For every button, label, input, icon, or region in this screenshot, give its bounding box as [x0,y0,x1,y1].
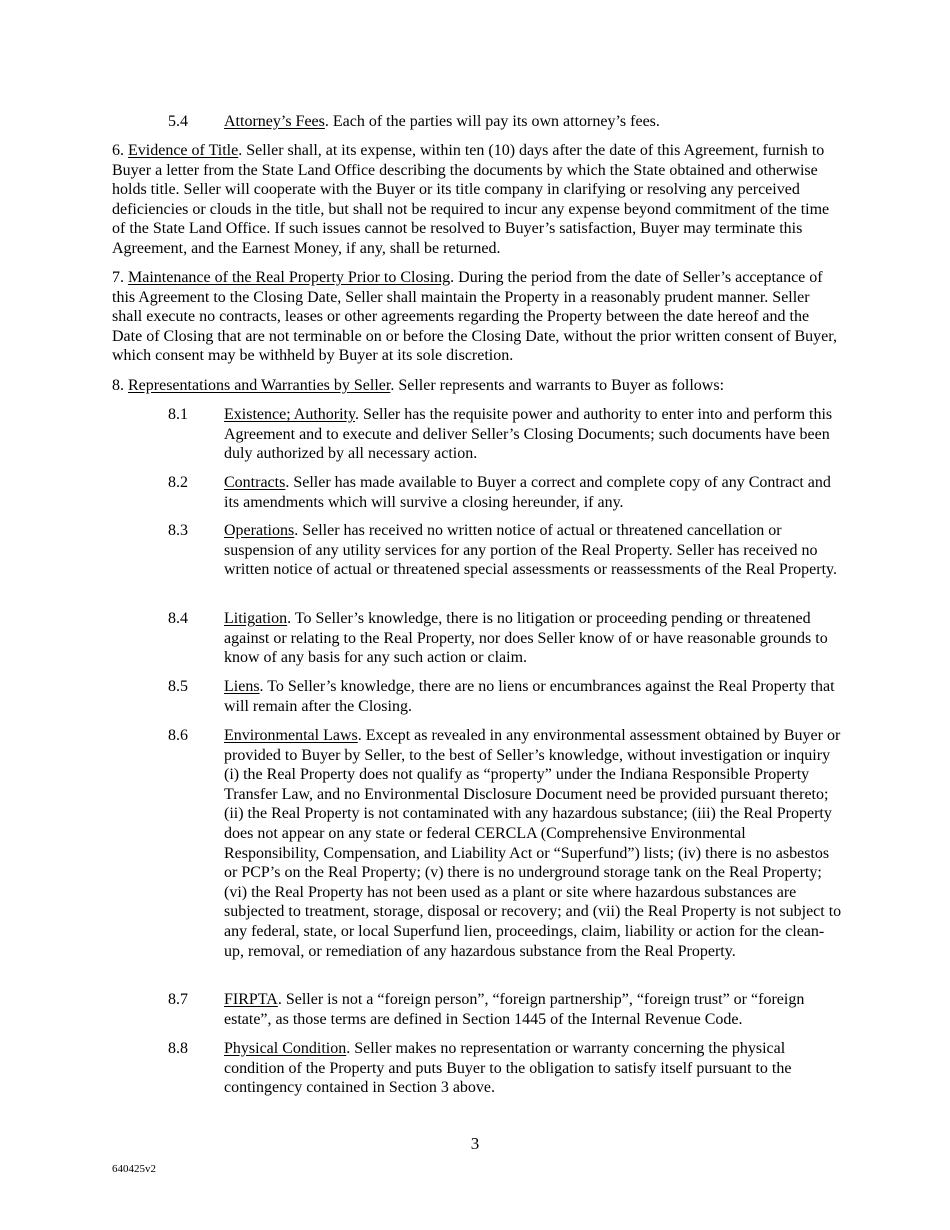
section-heading: Environmental Laws [224,727,358,744]
section-heading: Litigation [224,610,288,627]
section-heading: Liens [224,678,260,695]
section-text: . Seller has the requisite power and authority to enter into and perform this Agreement and to execute and deliver Seller’s Closing Documents; such documents have been duly authorized by all necessary action. [224,406,833,463]
section-text: . During the period from the date of Seller’s acceptance of this Agreement to the Closing Date, Seller shall maintain the Property in a reasonably prudent manner. Seller shall execute no contracts, leases or other agreements regarding the Property between the date hereof and the Date of Closing that are not terminable on or before the Closing Date, without the prior written consent of Buyer, which consent may be withheld by Buyer at its sole discretion. [112,269,837,365]
section-text: . Seller makes no representation or warranty concerning the physical condition of the Property and puts Buyer to the obligation to satisfy itself pursuant to the contingency contained in Section 3 above. [224,1040,792,1097]
section-number: 8.6 [168,727,188,744]
section-text: . Seller represents and warrants to Buyer as follows: [390,377,725,394]
section-8 [112,376,842,396]
section-number: 8.5 [168,678,188,695]
section-heading: Maintenance of the Real Property Prior to Closing [128,269,451,286]
section-8-5 [168,677,842,716]
section-number: 8.8 [168,1040,188,1057]
section-8-1 [168,405,842,464]
page-number: 3 [470,1134,480,1153]
section-heading: Evidence of Title [128,142,239,159]
section-text: . Seller has received no written notice of actual or threatened cancellation or suspension of any utility services for any portion of the Real Property. Seller has received no written notice of actual or threatened special assessments or reassessments of the Real Property. [224,522,837,579]
section-8-7 [168,990,842,1029]
section-heading: Existence; Authority [224,406,355,423]
section-heading: Operations [224,522,295,539]
section-6 [112,141,842,259]
section-text: . Each of the parties will pay its own attorney’s fees. [324,113,660,130]
section-heading: Contracts [224,474,286,491]
section-text: . To Seller’s knowledge, there are no liens or encumbrances against the Real Property that will remain after the Closing. [224,678,835,715]
section-number: 8.7 [168,991,188,1008]
section-heading: Representations and Warranties by Seller [128,377,391,394]
section-text: . Seller shall, at its expense, within ten (10) days after the date of this Agreement, furnish to Buyer a letter from the State Land Office describing the documents by which the State obtained and otherwise holds title. Seller will cooperate with the Buyer or its title company in clarifying or resolving any perceived deficiencies or clouds in the title, but shall not be required to incur any expense beyond commitment of the time of the State Land Office. If such issues cannot be resolved to Buyer’s satisfaction, Buyer may terminate this Agreement, and the Earnest Money, if any, shall be returned. [112,142,830,257]
section-number: 8. [112,377,124,394]
section-number: 6. [112,142,124,159]
section-number: 8.4 [168,610,188,627]
section-heading: Physical Condition [224,1040,347,1057]
section-text: . Seller has made available to Buyer a correct and complete copy of any Contract and its amendments which will survive a closing hereunder, if any. [224,474,831,511]
section-number: 7. [112,269,124,286]
section-text: . Except as revealed in any environmental assessment obtained by Buyer or provided to Buyer by Seller, to the best of Seller’s knowledge, without investigation or inquiry (i) the Real Property does not qualify as “property” under the Indiana Responsible Property Transfer Law, and no Environmental Disclosure Document need be provided pursuant thereto; (ii) the Real Property is not contaminated with any hazardous substance; (iii) the Real Property does not appear on any state or federal CERCLA (Comprehensive Environmental Responsibility, Compensation, and Liability Act or “Superfund”) lists; (iv) there is no asbestos or PCP’s on the Real Property; (v) there is no underground storage tank on the Real Property; (vi) the Real Property has not been used as a plant or site where hazardous substances are subjected to treatment, storage, disposal or recovery; and (vii) the Real Property is not subject to any federal, state, or local Superfund lien, proceedings, claim, liability or action for the clean-up, removal, or remediation of any hazardous substance from the Real Property. [224,727,842,960]
section-5-4 [168,112,842,132]
section-8-8 [168,1039,842,1098]
section-number: 8.1 [168,406,188,423]
section-number: 8.2 [168,474,188,491]
section-text: . To Seller’s knowledge, there is no litigation or proceeding pending or threatened against or relating to the Real Property, nor does Seller know of or have reasonable grounds to know of any basis for any such action or claim. [224,610,828,667]
section-text: . Seller is not a “foreign person”, “foreign partnership”, “foreign trust” or “foreign estate”, as those terms are defined in Section 1445 of the Internal Revenue Code. [224,991,805,1028]
section-8-2 [168,473,842,512]
section-7 [112,268,842,366]
section-number: 5.4 [168,113,188,130]
section-8-6 [168,726,842,961]
section-heading: Attorney’s Fees [224,113,325,130]
section-heading: FIRPTA [224,991,278,1008]
section-number: 8.3 [168,522,188,539]
section-8-3 [168,521,842,580]
document-id: 640425v2 [112,1163,156,1175]
section-8-4 [168,609,842,668]
